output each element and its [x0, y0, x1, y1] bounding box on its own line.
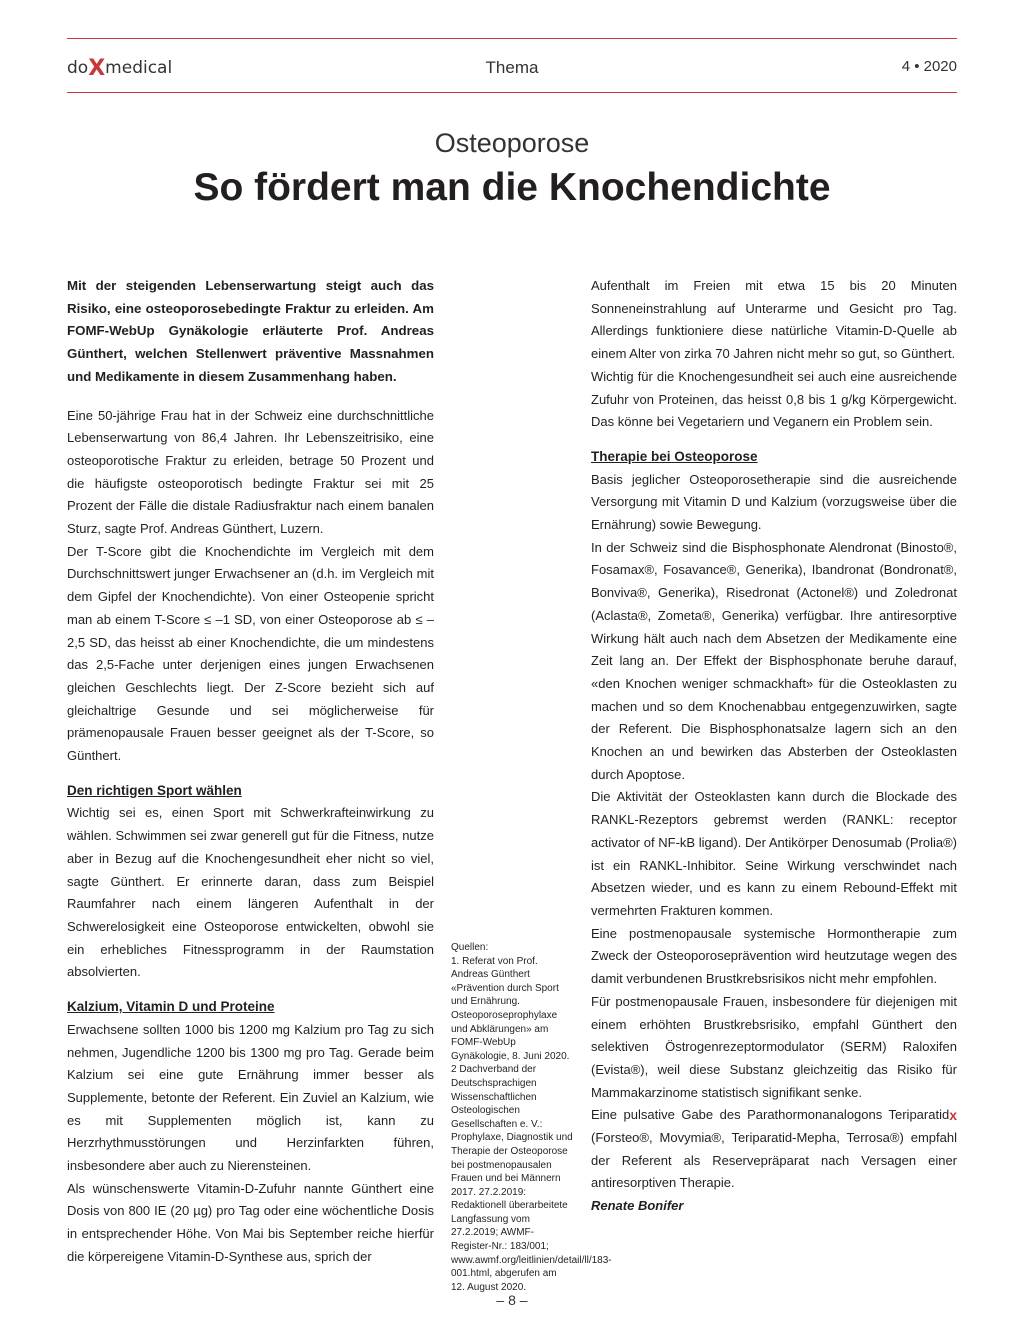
- brand-logo: doXmedical: [67, 56, 173, 81]
- paragraph: Wichtig für die Knochengesundheit sei auch eine ausreichende Zufuhr von Proteinen, das heisst 0,8 bis 1 g/kg Körpergewicht. Das könne bei Vegetariern und Veganern ein Problem sein.: [591, 368, 957, 430]
- paragraph: Als wünschenswerte Vitamin-D-Zufuhr nannte Günthert eine Dosis von 800 IE (20 µg) pro Tag oder eine wöchentliche Dosis in entsprechender Höhe. Von Mai bis September reiche hierfür die körpereigene Vitamin-D-Synthese aus, sprich der: [67, 1180, 434, 1264]
- subheading-calcium: Kalzium, Vitamin D und Proteine: [67, 999, 275, 1015]
- paragraph: Erwachsene sollten 1000 bis 1200 mg Kalzium pro Tag zu sich nehmen, Jugendliche 1200 bis 1300 mg pro Tag. Gerade beim Kalzium sei eine gute Ernährung immer besser als Supplemente, betonte der Referent. Ein Zuviel an Kalzium, wie es mit Supplementen möglich ist, kann zu Herzrhythmusstörungen und Herzinfarkten führen, insbesondere aber auch zu Nierensteinen.: [67, 1021, 434, 1174]
- paragraph: x Eine pulsative Gabe des Parathormonanalogons Teriparatid (Forsteo®, Movymia®, Teriparatid-Mepha, Terrosa®) empfahl der Referent als Reservepräparat nach Versagen einer antiresorptiven Therapie.: [591, 1104, 957, 1195]
- issue-label: 4 • 2020: [901, 58, 957, 75]
- page-number: – 8 –: [496, 1292, 528, 1308]
- paragraph: Für postmenopausale Frauen, insbesondere für diejenigen mit einem erhöhten Brustkrebsrisiko, empfahl Günthert den selektiven Östrogenrezeptormodulator (SERM) Raloxifen (Evista®), weil diese Substanz gleichzeitig das Risiko für Mammakarzinome statistisch signifikant senke.: [591, 993, 957, 1100]
- article-title: So fördert man die Knochendichte: [193, 166, 831, 209]
- paragraph: Basis jeglicher Osteoporosetherapie sind die ausreichende Versorgung mit Vitamin D und Kalzium (vorzugsweise über die Ernährung) sowie Bewegung.: [591, 471, 957, 533]
- source-item: 1. Referat von Prof. Andreas Günthert «Prävention durch Sport und Ernährung. Osteoporoseprophylaxe und Abklärungen» am FOMF-WebUp Gynäkologie, 8. Juni 2020.: [451, 955, 570, 1062]
- paragraph: Eine postmenopausale systemische Hormontherapie zum Zweck der Osteoporoseprävention wird heutzutage wegen des damit verbundenen Brustkrebsrisikos nicht mehr empfohlen.: [591, 925, 957, 987]
- header-bottom-rule: [67, 92, 957, 93]
- article-kicker: Osteoporose: [434, 128, 590, 158]
- sources-sidebar: [451, 941, 612, 1294]
- paragraph: Aufenthalt im Freien mit etwa 15 bis 20 Minuten Sonneneinstrahlung auf Unterarme und Gesicht pro Tag. Allerdings funktioniere diese natürliche Vitamin-D-Quelle ab einem Alter von zirka 70 Jahren nicht mehr so gut, so Günthert.: [591, 278, 957, 362]
- subheading-therapy: Therapie bei Osteoporose: [591, 448, 758, 464]
- end-mark-icon: x: [949, 1107, 957, 1124]
- source-item: 2 Dachverband der Deutschsprachigen Wissenschaftlichen Osteologischen Gesellschaften e. V.: Prophylaxe, Diagnostik und Therapie der Osteoporose bei postmenopausalen Frauen und bei Männern 2017. 27.2.2019: Redaktionell überarbeitete Langfassung vom 27.2.2019; AWMF-Register-Nr.: 183/001; www.awmf.org/leitlinien/detail/ll/183-001.html, abgerufen am 12. August 2020.: [451, 1064, 612, 1293]
- section-label: Thema: [485, 58, 539, 77]
- paragraph: Die Aktivität der Osteoklasten kann durch die Blockade des RANKL-Rezeptors gebremst werden (RANKL: receptor activator of NF-kB ligand). Der Antikörper Denosumab (Prolia®) ist ein RANKL-Inhibitor. Seine Wirkung verschwindet nach Absetzen wieder, und es kann zu einem Rebound-Effekt mit vermehrten Frakturen kommen.: [591, 789, 957, 918]
- article-column-right: [591, 275, 957, 1218]
- paragraph: Wichtig sei es, einen Sport mit Schwerkrafteinwirkung zu wählen. Schwimmen sei zwar generell gut für die Fitness, nutze aber in Bezug auf die Knochengesundheit eher nicht so viel, sagte Günthert. Er erinnerte daran, dass zum Beispiel Raumfahrer nach einem längeren Aufenthalt in der Schwerelosigkeit eine Osteoporose entwickelten, obwohl sie ein erhebliches Fitnessprogramm in der Raumstation absolvierten.: [67, 805, 434, 980]
- header-top-rule: [67, 38, 957, 39]
- paragraph: Eine 50-jährige Frau hat in der Schweiz eine durchschnittliche Lebenserwartung von 86,4 Jahren. Ihr Lebenszeitrisiko, eine osteoporotische Fraktur zu erleiden, betrage 50 Prozent und die häufigste osteoporotisch bedingte Fraktur sei mit 25 Prozent der Fälle die distale Radiusfraktur nach einem banalen Sturz, sagte Prof. Andreas Günthert, Luzern.: [67, 407, 434, 537]
- paragraph: Der T-Score gibt die Knochendichte im Vergleich mit dem Durchschnittswert junger Erwachsener an (d.h. im Vergleich mit dem Gipfel der Knochendichte). Von einer Osteopenie spricht man ab einem T-Score ≤ –1 SD, von einer Osteoporose ab ≤ –2,5 SD, das heisst ab einer Knochendichte, die um mindestens das 2,5-Fache unter derjenigen eines jungen Erwachsenen gleichen Geschlechts liegt. Der Z-Score bezieht sich auf gleichaltrige Gesunde und sei möglicherweise für prämenopausale Frauen besser geeignet als der T-Score, so Günthert.: [67, 543, 434, 764]
- article-lead: Mit der steigenden Lebenserwartung steigt auch das Risiko, eine osteoporosebedingte Fraktur zu erleiden. Am FOMF-WebUp Gynäkologie erläuterte Prof. Andreas Günthert, welchen Stellenwert präventive Massnahmen und Medikamente in diesem Zusammenhang haben.: [67, 278, 434, 384]
- subheading-sport: Den richtigen Sport wählen: [67, 782, 242, 798]
- article-column-left: [67, 275, 434, 1269]
- paragraph: In der Schweiz sind die Bisphosphonate Alendronat (Binosto®, Fosamax®, Fosavance®, Generika), Ibandronat (Bondronat®, Bonviva®, Generika), Risedronat (Actonel®) und Zoledronat (Aclasta®, Zometa®, Generika) verfügbar. Ihre antiresorptive Wirkung hält auch nach dem Absetzen der Medikamente eine Zeit lang an. Der Effekt der Bisphosphonate beruhe darauf, «den Knochen weniger schmackhaft» für die Osteoklasten zu machen und so dem Knochenabbau entgegenzuwirken, sagte der Referent. Die Bisphosphonatsalze lagern sich an den Knochen an und bewirken das Absterben der Osteoklasten durch Apoptose.: [591, 539, 957, 782]
- article-author: Renate Bonifer: [591, 1198, 684, 1214]
- sources-label: Quellen:: [451, 942, 489, 953]
